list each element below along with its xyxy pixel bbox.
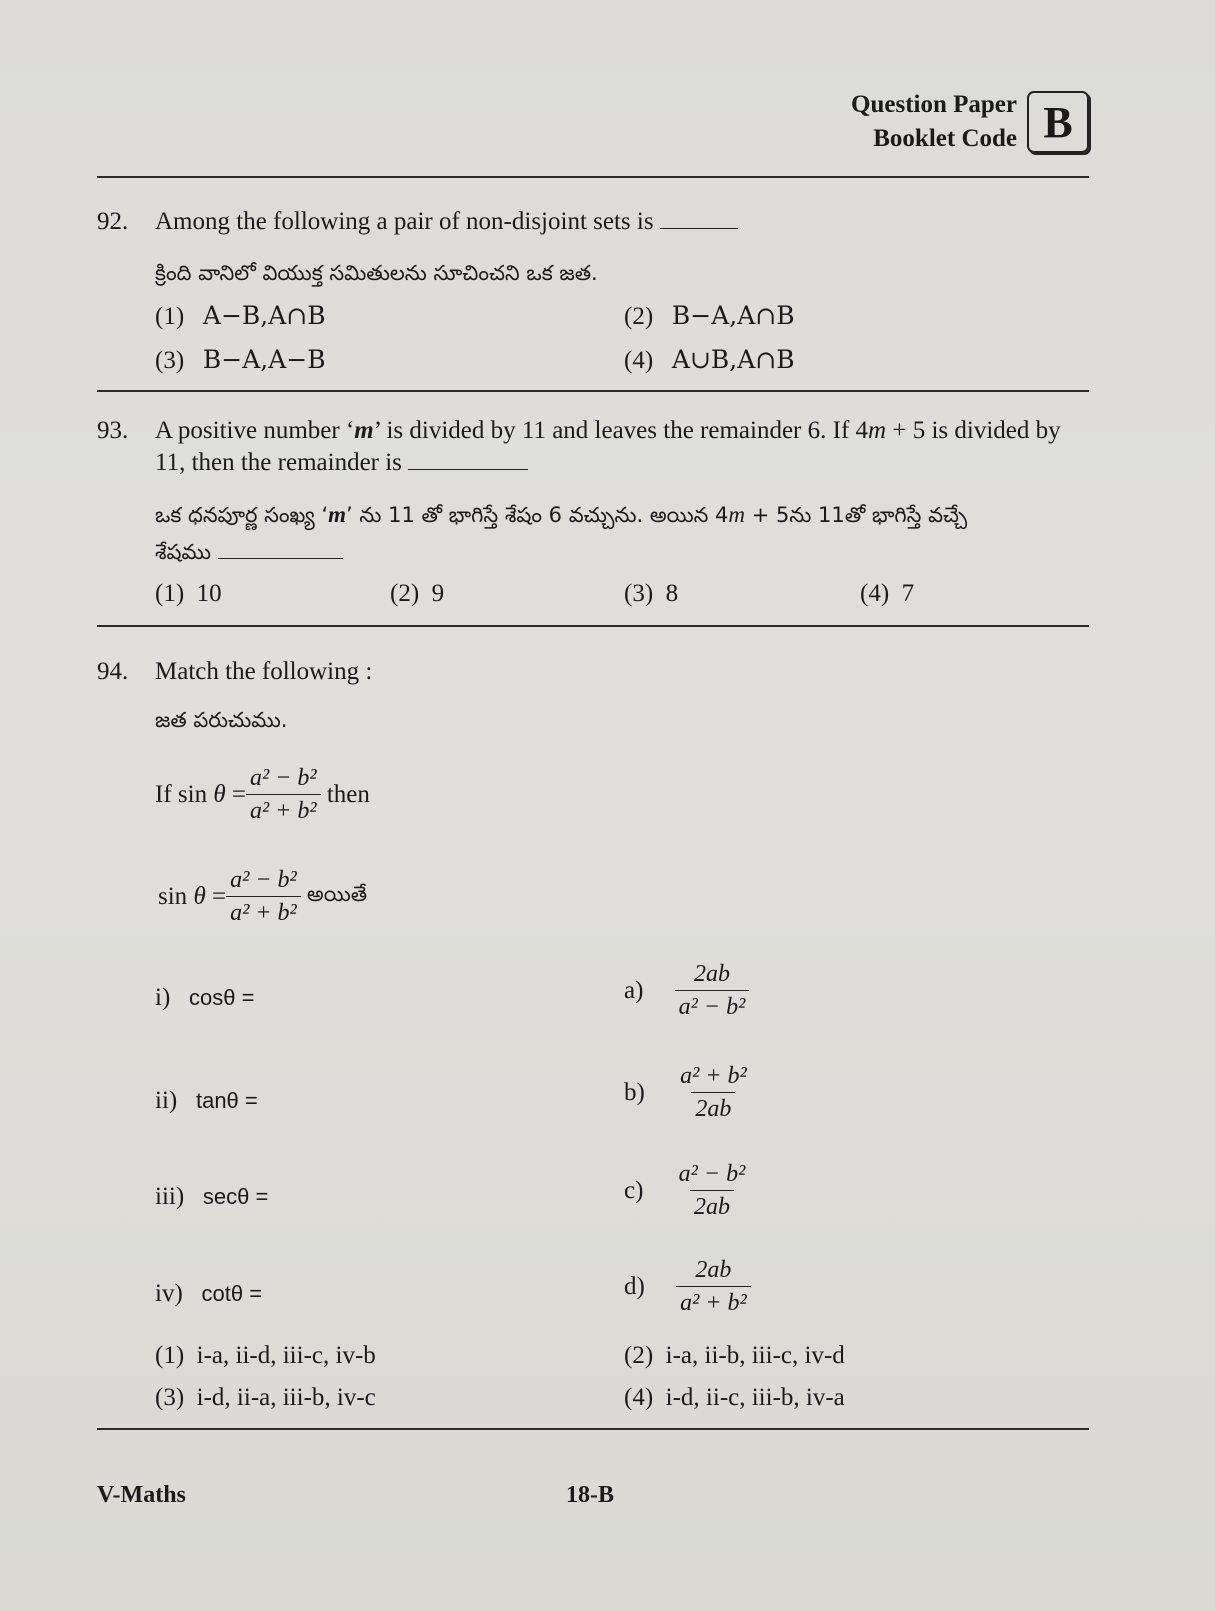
item-text: cosθ =	[189, 985, 255, 1010]
footer-page-number: 18-B	[566, 1482, 614, 1508]
condition-fraction	[226, 866, 301, 927]
q94-left-i	[155, 984, 254, 1012]
footer-subject: V-Maths	[97, 1482, 186, 1508]
option-number: (4)	[624, 347, 654, 374]
q94-number: 94.	[97, 658, 129, 685]
q94-right-b	[624, 1062, 751, 1123]
item-number: a)	[624, 976, 644, 1004]
q93-option-3	[624, 580, 678, 608]
q94-divider	[97, 1428, 1089, 1430]
option-text: B−A,A−B	[202, 345, 326, 374]
item-text: cotθ =	[201, 1281, 263, 1306]
item-number: ii)	[155, 1087, 178, 1114]
option-number: (1)	[155, 303, 185, 330]
option-text: i-a, ii-b, iii-c, iv-d	[665, 1342, 845, 1369]
option-text: A−B,A∩B	[202, 301, 326, 330]
equals-sign: =	[211, 882, 227, 910]
q92-option-1	[155, 301, 326, 331]
theta-symbol: θ	[213, 780, 226, 808]
item-fraction	[676, 1256, 751, 1317]
q94-telugu: జత పరుచుము.	[155, 708, 288, 732]
fraction-denominator: a² + b²	[226, 896, 301, 927]
condition-fraction	[246, 764, 321, 825]
option-number: (4)	[860, 580, 890, 607]
text-run: అయితే	[306, 881, 368, 906]
fraction-denominator: 2ab	[690, 1190, 734, 1221]
q92-telugu: క్రింది వానిలో వియుక్త సమితులను సూచించని ఒక జత.	[155, 261, 598, 285]
text-run: ’ is divided by 11 and leaves the remainder 6. If 4	[373, 417, 869, 444]
variable-m: m	[728, 502, 746, 527]
q92-option-3	[155, 345, 326, 375]
q93-line1	[155, 417, 1061, 445]
q93-option-1	[155, 580, 222, 608]
fraction-denominator: a² + b²	[676, 1286, 751, 1317]
q94-option-2	[624, 1342, 845, 1370]
q94-left-iii	[155, 1183, 268, 1211]
option-text: 8	[665, 580, 679, 607]
theta-symbol: θ	[193, 882, 206, 910]
fraction-numerator: 2ab	[693, 961, 730, 987]
fraction-denominator: 2ab	[691, 1092, 735, 1123]
option-number: (3)	[155, 1384, 185, 1411]
q92-blank	[660, 228, 738, 229]
option-text: i-d, ii-a, iii-b, iv-c	[196, 1384, 376, 1411]
item-number: iv)	[155, 1280, 183, 1307]
option-number: (3)	[155, 347, 185, 374]
item-number: c)	[624, 1176, 644, 1204]
booklet-code-label	[780, 88, 1017, 156]
q94-right-c	[624, 1160, 749, 1221]
item-text: secθ =	[202, 1184, 269, 1209]
q94-option-1	[155, 1342, 376, 1370]
text-run: If sin	[155, 780, 208, 808]
variable-m: m	[868, 417, 887, 444]
q94-option-4	[624, 1384, 845, 1412]
text-run: 11, then the remainder is	[155, 449, 402, 476]
text-run: ’ ను 11 తో భాగిస్తే శేషం 6 వచ్చును. అయిన 4	[346, 503, 729, 527]
option-text: 9	[431, 580, 445, 607]
text-run: then	[326, 780, 370, 808]
q94-right-a	[624, 960, 749, 1021]
fraction-denominator: a² − b²	[675, 990, 750, 1021]
item-text: tanθ =	[195, 1088, 258, 1113]
q92-option-4	[624, 345, 795, 375]
option-number: (1)	[155, 580, 185, 607]
fraction-numerator: a² + b²	[680, 1063, 747, 1089]
q93-line2	[155, 449, 528, 477]
fraction-numerator: a² − b²	[678, 1161, 746, 1187]
option-number: (2)	[624, 1342, 654, 1369]
q92-question: Among the following a pair of non-disjoint sets is	[155, 208, 654, 235]
q93-telugu-line2	[155, 540, 343, 570]
item-fraction	[676, 1062, 751, 1123]
fraction-numerator: 2ab	[695, 1257, 732, 1283]
item-fraction	[675, 960, 750, 1021]
option-text: A∪B,A∩B	[671, 345, 795, 374]
q93-option-2	[390, 580, 444, 608]
q92-option-2	[624, 301, 795, 331]
option-number: (4)	[624, 1384, 654, 1411]
q93-telugu-blank	[218, 558, 343, 559]
option-text: 10	[196, 580, 222, 607]
variable-m: m	[354, 417, 374, 444]
item-number: i)	[155, 984, 171, 1011]
q92-text	[155, 208, 738, 236]
item-number: iii)	[155, 1183, 185, 1210]
text-run: శేషము	[155, 540, 212, 564]
q94-condition	[155, 764, 370, 825]
q94-text: Match the following :	[155, 658, 373, 685]
q94-left-iv	[155, 1280, 262, 1308]
option-number: (2)	[390, 580, 420, 607]
q94-right-d	[624, 1256, 751, 1317]
header-divider	[97, 176, 1089, 178]
q93-blank	[408, 469, 528, 470]
q94-left-ii	[155, 1087, 258, 1115]
q93-number: 93.	[97, 417, 129, 444]
option-number: (2)	[624, 303, 654, 330]
option-text: 7	[901, 580, 915, 607]
booklet-code-line2: Booklet Code	[873, 125, 1017, 152]
item-number: b)	[624, 1078, 645, 1106]
option-number: (3)	[624, 580, 654, 607]
variable-m: m	[328, 502, 347, 527]
q92-divider	[97, 390, 1089, 392]
text-run: + 5ను 11తో భాగిస్తే వచ్చే	[745, 503, 968, 527]
booklet-code-box: B	[1027, 91, 1089, 153]
item-fraction	[675, 1160, 750, 1221]
text-run: ఒక ధనపూర్ణ సంఖ్య ‘	[155, 503, 329, 527]
q93-telugu-line1	[155, 502, 967, 533]
text-run: + 5 is divided by	[886, 417, 1061, 444]
option-text: B−A,A∩B	[671, 301, 795, 330]
option-number: (1)	[155, 1342, 185, 1369]
item-number: d)	[624, 1272, 645, 1300]
q93-option-4	[860, 580, 914, 608]
option-text: i-d, ii-c, iii-b, iv-a	[665, 1384, 845, 1411]
fraction-numerator: a² − b²	[249, 765, 317, 791]
equals-sign: =	[231, 780, 246, 808]
booklet-code-line1: Question Paper	[851, 91, 1017, 118]
option-text: i-a, ii-d, iii-c, iv-b	[196, 1342, 376, 1369]
text-run: A positive number ‘	[155, 417, 355, 444]
q92-number: 92.	[97, 208, 129, 235]
fraction-numerator: a² − b²	[230, 867, 297, 893]
q94-option-3	[155, 1384, 376, 1412]
q93-divider	[97, 625, 1089, 627]
fraction-denominator: a² + b²	[246, 794, 321, 825]
q94-condition-telugu: sin θ = $\frac{\text{a² − b²}}{\text{a² + b²}}$ అయితే	[158, 867, 368, 926]
